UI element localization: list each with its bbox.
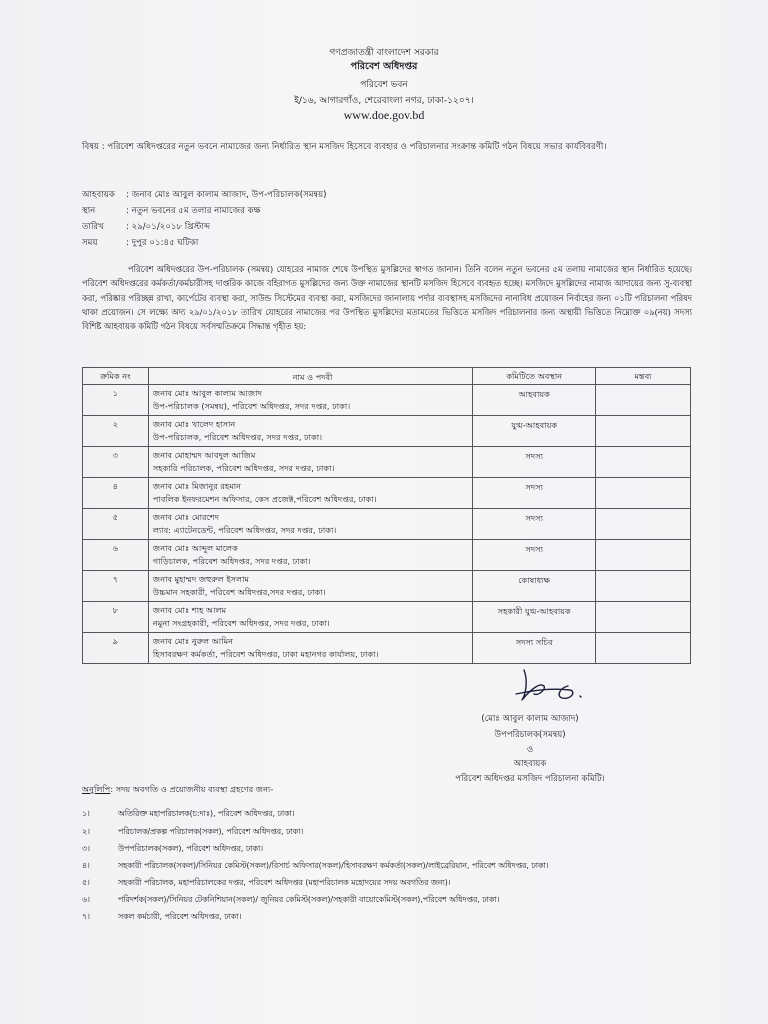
cell-name-designation	[148, 571, 472, 602]
committee-position: সদস্য	[525, 513, 543, 523]
body-paragraph: পরিবেশ অধিদপ্তরের উপ-পরিচালক (সমন্বয়) যোহরের নামাজ শেষে উপস্থিত মুসল্লিদের স্বাগত জানান। তিনি বলেন নতুন ভবনের ৫ম তলায় নামাজের স্থান নির্ধারিত হয়েছে। পরিবেশ অধিদপ্তরের কর্মকর্তা/কর্মচারীসহ দাপ্তরিক কাজে বহিরাগত মুসল্লিদের জন্য উক্ত নামাজের স্থানটি মসজিদ হিসেবে ব্যবহৃত হচ্ছে। মসজিদে মুসল্লিদের নামাজ আদায়ের জন্য সু-ব্যবস্থা করা, পরিষ্কার পরিচ্ছন্ন রাখা, কার্পেটের ব্যবস্থা করা, সাউন্ড সিস্টেমের ব্যবস্থা করা, মসজিদের জানালায় পর্দার ব্যবস্থাসহ মসজিদের নানাবিধ প্রয়োজন নির্বাহের জন্য ০১টি পরিচালনা পরিষদ থাকা প্রয়োজন। সে লক্ষ্যে অদ্য ২৯/০১/২০১৮ তারিখ যোহরের নামাজের পর উপস্থিত মুসল্লিদের মতামতের ভিত্তিতে মসজিদ পরিচালনার জন্য অস্থায়ী ভিত্তিতে নিম্নোক্ত ০৯(নয়) সদস্য বিশিষ্ট আহবায়ক কমিটি গঠন বিষয়ে সর্বসম্মতিক্রমে সিদ্ধান্ত গৃহীত হয়:	[82, 264, 692, 332]
cc-item-number: ৩।	[82, 844, 90, 853]
committee-table	[82, 367, 691, 664]
cell-remarks	[596, 478, 691, 509]
table-row	[83, 478, 691, 509]
cell-committee-position	[473, 416, 596, 447]
cc-item-number: ৭।	[82, 912, 90, 921]
table-row	[83, 633, 691, 664]
serial-number: ৬	[112, 543, 119, 553]
member-designation: উপ-পরিচালক (সমন্বয়), পরিবেশ অধিদপ্তর, সদর দপ্তর, ঢাকা।	[152, 401, 351, 411]
department-name: পরিবেশ অধিদপ্তর	[350, 61, 418, 72]
serial-number: ১	[112, 388, 119, 398]
cc-item-text: সহকারী পরিচালক(সকল)/সিনিয়র কেমিস্ট(সকল)/রিসার্চ অফিসার(সকল)/হিসাবরক্ষণ কর্মকর্তা(সকল)/লাইব্রেরিয়ান, পরিবেশ অধিদপ্তর, ঢাকা।	[118, 861, 549, 870]
cc-item	[82, 860, 549, 873]
cell-serial	[83, 385, 149, 416]
cell-serial	[83, 602, 149, 633]
committee-position: সহকারী যুগ্ম-আহবায়ক	[497, 606, 571, 616]
member-designation: উচ্চমান সহকারী, পরিবেশ অধিদপ্তর,সদর দপ্তর, ঢাকা।	[152, 587, 326, 597]
cell-remarks	[596, 540, 691, 571]
committee-position: আহবায়ক	[518, 389, 550, 399]
serial-number: ৭	[112, 574, 119, 584]
cc-item-number: ২।	[82, 827, 90, 836]
signatory-designation: উপপরিচালক(সমন্বয়)	[494, 730, 566, 740]
meta-key: সময়	[82, 238, 98, 248]
cc-label: অনুলিপি	[82, 784, 111, 794]
cc-item-text: সকল কর্মচারী, পরিবেশ অধিদপ্তর, ঢাকা।	[118, 912, 242, 921]
meta-value: : জনাব মোঃ আবুল কালাম আজাদ, উপ-পরিচালক(সমন্বয়)	[126, 190, 327, 200]
cell-remarks	[596, 571, 691, 602]
member-designation: গাড়িচালক, পরিবেশ অধিদপ্তর, সদর দপ্তর, ঢাকা।	[152, 556, 311, 566]
cell-committee-position	[473, 571, 596, 602]
cell-name-designation	[148, 385, 472, 416]
member-designation: ল্যাব: এ্যাটেনডেন্ট, পরিবেশ অধিদপ্তর, সদর দপ্তর, ঢাকা।	[152, 525, 337, 535]
address: ই/১৬, আগারগাঁও, শেরেবাংলা নগর, ঢাকা-১২০৭।	[294, 96, 474, 106]
cc-item-number: ৬।	[82, 895, 90, 904]
cc-item	[82, 894, 499, 907]
meta-key: আহবায়ক	[82, 190, 115, 200]
meta-time	[82, 236, 198, 250]
cc-item-text: অতিরিক্ত মহাপরিচালক(চ:দাঃ), পরিবেশ অধিদপ্তর, ঢাকা।	[118, 809, 295, 818]
committee-position: সদস্য	[525, 544, 543, 554]
table-row	[83, 416, 691, 447]
meta-value: : দুপুর ০১:৪৫ ঘটিকা	[126, 238, 199, 248]
member-designation: পাবলিক ইনফরমেশন অফিসার, কেস প্রজেক্ট,পরিবেশ অধিদপ্তর, ঢাকা।	[152, 494, 377, 504]
cell-name-designation	[148, 602, 472, 633]
table-row	[83, 540, 691, 571]
cc-item	[82, 877, 451, 890]
cell-remarks	[596, 602, 691, 633]
cell-remarks	[596, 416, 691, 447]
cc-item	[82, 911, 241, 924]
member-name: জনাব মোঃ মোরশেদ	[152, 512, 220, 522]
member-designation: হিসাবরক্ষণ কর্মকর্তা, পরিবেশ অধিদপ্তর, ঢাকা মহানগর কার্যালয়, ঢাকা।	[152, 649, 379, 659]
cell-committee-position	[473, 478, 596, 509]
meta-date	[82, 220, 210, 234]
cell-serial	[83, 447, 149, 478]
signatory-name: (মোঃ আবুল কালাম আজাদ)	[481, 714, 579, 724]
cc-item	[82, 826, 303, 839]
cell-serial	[83, 540, 149, 571]
meta-key: স্থান	[82, 206, 96, 216]
member-name: জনাব মোহাম্মদ আবদুল আজিম	[152, 450, 256, 460]
building-name: পরিবেশ ভবন	[360, 80, 408, 90]
cc-item-number: ৪।	[82, 861, 90, 870]
serial-number: ৮	[112, 605, 119, 615]
cell-name-designation	[148, 447, 472, 478]
committee-position: যুগ্ম-আহবায়ক	[511, 420, 558, 430]
cc-item-text: পরিচালক/প্রকল্প পরিচালক(সকল), পরিবেশ অধিদপ্তর, ঢাকা।	[118, 827, 304, 836]
signatory-and: ও	[526, 745, 534, 755]
cell-committee-position	[473, 602, 596, 633]
member-designation: সহকারি পরিচালক, পরিবেশ অধিদপ্তর, সদর দপ্তর, ঢাকা।	[152, 463, 335, 473]
meta-key: তারিখ	[82, 222, 104, 232]
member-name: জনাব মোঃ খালেদ হাসান	[152, 419, 236, 429]
cell-remarks	[596, 385, 691, 416]
meta-place	[82, 204, 261, 218]
cc-item-text: পরিদর্শক(সকল)/সিনিয়র টেকনিশিয়ান(সকল)/ জুনিয়র কেমিস্ট(সকল)/সহকারী বায়োকেমিস্ট(সকল),পরিবেশ অধিদপ্তর, ঢাকা।	[118, 895, 500, 904]
committee-position: সদস্য সচিব	[515, 637, 553, 647]
govt-name: গণপ্রজাতন্ত্রী বাংলাদেশ সরকার	[329, 48, 439, 58]
member-designation: উপ-পরিচালক, পরিবেশ অধিদপ্তর, সদর দপ্তর, ঢাকা।	[152, 432, 323, 442]
table-row	[83, 571, 691, 602]
committee-position: সদস্য	[525, 482, 543, 492]
cell-name-designation	[148, 540, 472, 571]
table-header-row	[83, 368, 691, 385]
signatory-role: আহবায়ক	[513, 759, 547, 769]
cell-name-designation	[148, 509, 472, 540]
cell-serial	[83, 633, 149, 664]
cell-name-designation	[148, 478, 472, 509]
cell-serial	[83, 416, 149, 447]
cell-serial	[83, 478, 149, 509]
serial-number: ৫	[112, 512, 119, 522]
cc-heading	[82, 784, 273, 797]
col-header-position: কমিটিতে অবস্থান	[473, 368, 596, 385]
member-name: জনাব মোঃ আবুল কালাম আজাদ	[152, 388, 262, 398]
cc-item-number: ১।	[82, 809, 90, 818]
cell-name-designation	[148, 416, 472, 447]
signatory-committee: পরিবেশ অধিদপ্তর মসজিদ পরিচালনা কমিটি।	[455, 774, 605, 784]
cell-serial	[83, 509, 149, 540]
meta-value: : নতুন ভবনের ৫ম তলার নামাজের কক্ষ	[126, 206, 261, 216]
col-header-serial: ক্রমিক নং	[83, 368, 149, 385]
serial-number: ২	[112, 419, 119, 429]
website: www.doe.gov.bd	[343, 108, 425, 122]
serial-number: ৩	[112, 450, 119, 460]
cell-committee-position	[473, 540, 596, 571]
member-name: জনাব মোঃ নুরুল আমিন	[152, 636, 234, 646]
member-designation: নমুনা সংগ্রহকারী, পরিবেশ অধিদপ্তর, সদর দপ্তর, ঢাকা।	[152, 618, 330, 628]
committee-position: সদস্য	[525, 451, 543, 461]
serial-number: ৪	[112, 481, 119, 491]
col-header-name: নাম ও পদবী	[148, 368, 472, 385]
member-name: জনাব মুহাম্মদ জহুরুল ইসলাম	[152, 574, 250, 584]
cell-committee-position	[473, 447, 596, 478]
cell-remarks	[596, 509, 691, 540]
cell-remarks	[596, 633, 691, 664]
member-name: জনাব মোঃ শাহ আলম	[152, 605, 227, 615]
cell-name-designation	[148, 633, 472, 664]
subject-line: বিষয় : পরিবেশ অধিদপ্তরের নতুন ভবনে নামাজের জন্য নির্ধারিত স্থান মসজিদ হিসেবে ব্যবহার ও পরিচালনার সংক্রান্ত কমিটি গঠন বিষয়ে সভার কার্যবিবরণী।	[82, 142, 607, 152]
col-header-remarks: মন্তব্য	[596, 368, 691, 385]
cc-purpose: : সদয় অবগতি ও প্রয়োজনীয় ব্যবস্থা গ্রহণের জন্য-	[110, 784, 274, 794]
cc-item	[82, 808, 295, 821]
table-row	[83, 509, 691, 540]
committee-position: কোষাধ্যক্ষ	[518, 575, 551, 585]
table-row	[83, 385, 691, 416]
cell-committee-position	[473, 633, 596, 664]
member-name: জনাব মোঃ আব্দুল মালেক	[152, 543, 238, 553]
cc-item-number: ৫।	[82, 878, 90, 887]
meta-convener	[82, 188, 327, 202]
cell-committee-position	[473, 385, 596, 416]
cell-serial	[83, 571, 149, 602]
meta-value: : ২৯/০১/২০১৮ খ্রিস্টাব্দ	[126, 222, 210, 232]
cc-item-text: সহকারী পরিচালক, মহাপরিচালকের দপ্তর, পরিবেশ অধিদপ্তর (মহাপরিচালক মহোদয়ের সদয় অবগতির জন্য)।	[118, 878, 451, 887]
serial-number: ৯	[112, 636, 119, 646]
signature-mark	[510, 660, 600, 710]
table-row	[83, 447, 691, 478]
cell-committee-position	[473, 509, 596, 540]
cc-item	[82, 843, 263, 856]
cc-item-text: উপপরিচালক(সকল), পরিবেশ অধিদপ্তর, ঢাকা।	[118, 844, 264, 853]
member-name: জনাব মোঃ মিজানুর রহমান	[152, 481, 242, 491]
cell-remarks	[596, 447, 691, 478]
table-row	[83, 602, 691, 633]
